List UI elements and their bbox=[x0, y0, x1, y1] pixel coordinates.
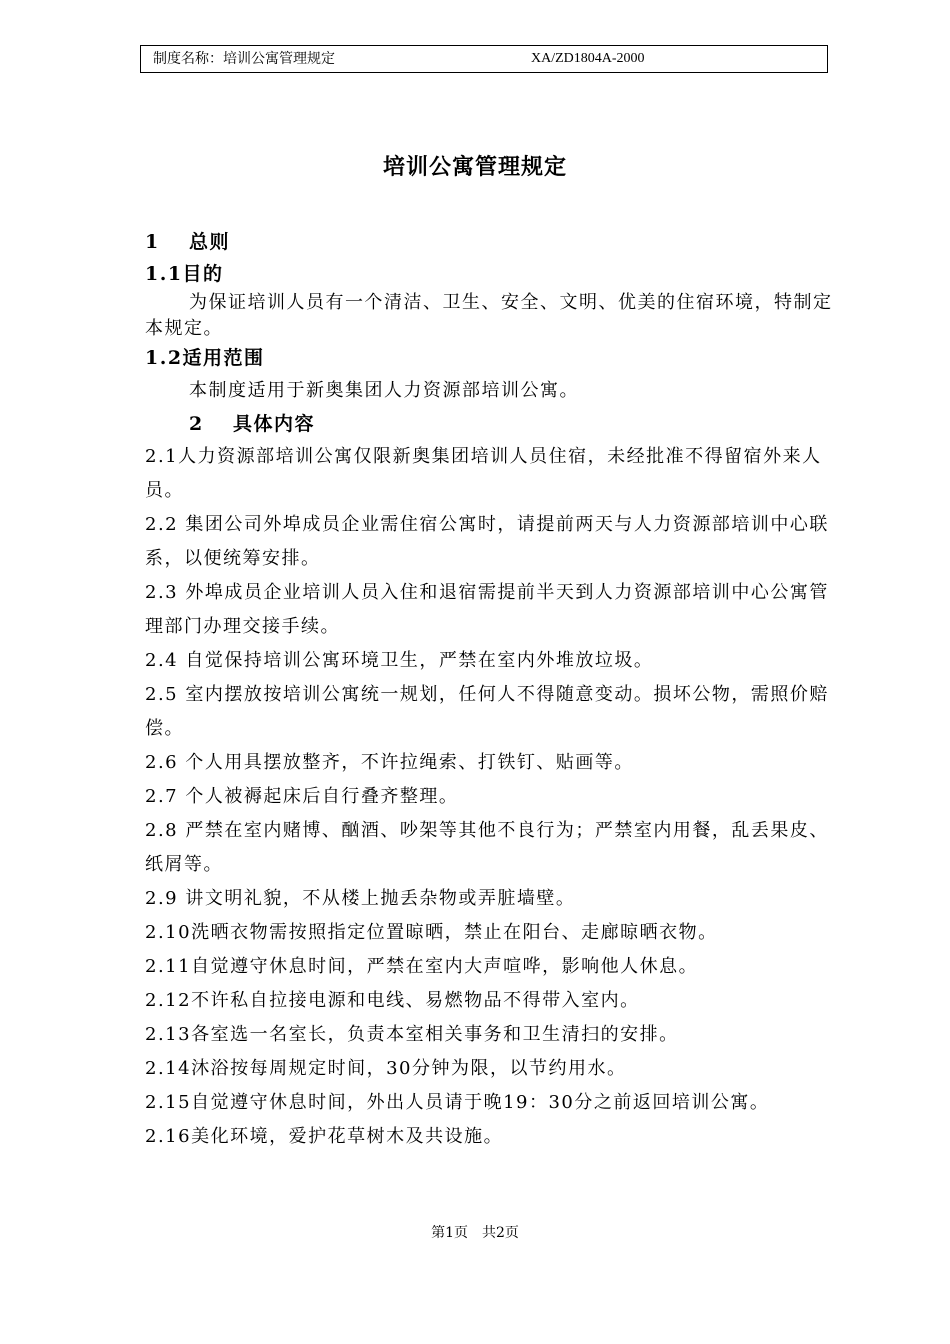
list-item: 2.11自觉遵守休息时间，严禁在室内大声喧哗，影响他人休息。 bbox=[145, 956, 699, 977]
list-item: 2.9 讲文明礼貌，不从楼上抛丢杂物或弄脏墙壁。 bbox=[145, 888, 576, 909]
document-header bbox=[140, 45, 828, 73]
list-item: 2.7 个人被褥起床后自行叠齐整理。 bbox=[145, 786, 459, 807]
list-item: 2.13各室选一名室长，负责本室相关事务和卫生清扫的安排。 bbox=[145, 1024, 679, 1045]
list-item: 2.3 外埠成员企业培训人员入住和退宿需提前半天到人力资源部培训中心公寓管理部门办理交接手续。 bbox=[145, 582, 829, 637]
list-item: 2.4 自觉保持培训公寓环境卫生，严禁在室内外堆放垃圾。 bbox=[145, 650, 654, 671]
list-item: 2.16美化环境，爱护花草树木及共设施。 bbox=[145, 1126, 504, 1147]
section-2-number: 2 bbox=[189, 413, 204, 435]
subsection-1-1-heading: 1.1目的 bbox=[145, 263, 224, 285]
list-item: 2.6 个人用具摆放整齐，不许拉绳索、打铁钉、贴画等。 bbox=[145, 752, 634, 773]
section-1-title: 总则 bbox=[189, 231, 231, 253]
section-1-number: 1 bbox=[145, 231, 160, 253]
section-1-heading bbox=[145, 226, 835, 258]
list-item: 2.10洗晒衣物需按照指定位置晾晒，禁止在阳台、走廊晾晒衣物。 bbox=[145, 922, 718, 943]
list-item: 2.12不许私自拉接电源和电线、易燃物品不得带入室内。 bbox=[145, 990, 640, 1011]
page-number: 第1页 共2页 bbox=[431, 1225, 519, 1241]
document-body bbox=[145, 226, 835, 1154]
list-item: 2.2 集团公司外埠成员企业需住宿公寓时，请提前两天与人力资源部培训中心联系，以便统筹安排。 bbox=[145, 514, 829, 569]
page-title: 培训公寓管理规定 bbox=[382, 154, 567, 180]
list-item: 2.14沐浴按每周规定时间，30分钟为限，以节约用水。 bbox=[145, 1058, 627, 1079]
document-code: XA/ZD1804A-2000 bbox=[531, 51, 645, 66]
section-2-heading bbox=[145, 408, 835, 440]
regulation-name: 制度名称：培训公寓管理规定 bbox=[153, 51, 335, 67]
list-item: 2.8 严禁在室内赌博、酗酒、吵架等其他不良行为；严禁室内用餐，乱丢果皮、纸屑等。 bbox=[145, 820, 829, 875]
subsection-1-2-text: 本制度适用于新奥集团人力资源部培训公寓。 bbox=[189, 380, 579, 401]
list-item: 2.15自觉遵守休息时间，外出人员请于晚19：30分之前返回培训公寓。 bbox=[145, 1092, 770, 1113]
subsection-1-2-heading: 1.2适用范围 bbox=[145, 347, 265, 369]
list-item: 2.1人力资源部培训公寓仅限新奥集团培训人员住宿，未经批准不得留宿外来人员。 bbox=[145, 446, 822, 501]
subsection-1-1-text: 为保证培训人员有一个清洁、卫生、安全、文明、优美的住宿环境，特制定本规定。 bbox=[145, 292, 833, 339]
list-item: 2.5 室内摆放按培训公寓统一规划，任何人不得随意变动。损坏公物，需照价赔偿。 bbox=[145, 684, 829, 739]
section-2-title: 具体内容 bbox=[233, 413, 316, 435]
